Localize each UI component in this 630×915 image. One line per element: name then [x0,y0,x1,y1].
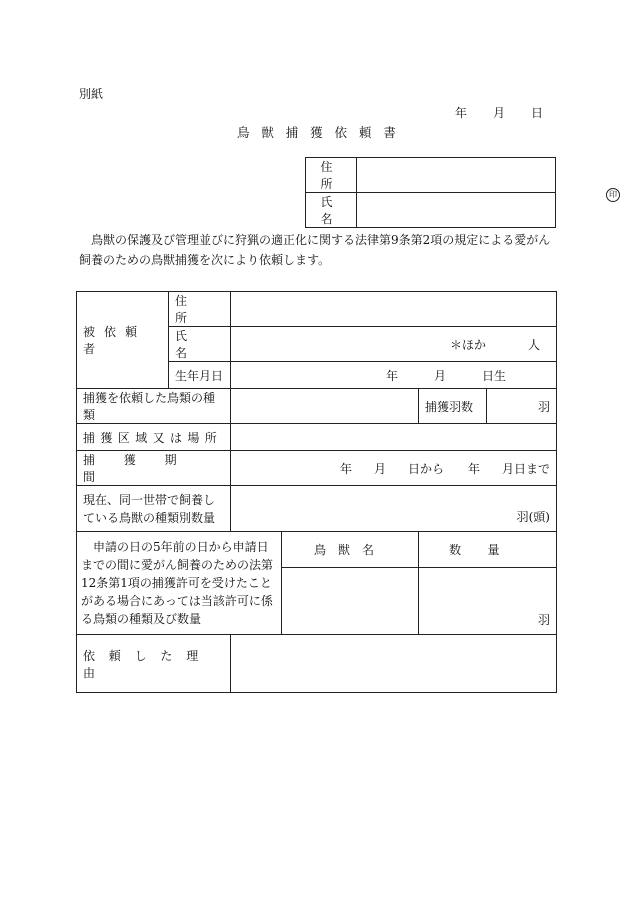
past-unit: 羽 [537,613,550,627]
requester-name-label: 氏名 [306,193,357,228]
count-field[interactable] [487,389,557,424]
birthdate-label: 生年月日 [169,362,231,389]
intro-paragraph: 鳥獣の保護及び管理並びに狩猟の適正化に関する法律第9条第2項の規定による愛がん飼養のための鳥獣捕獲を次により依頼します。 [79,233,551,267]
period-to-month: 月 [501,461,514,476]
count-label: 捕獲羽数 [419,389,487,424]
requestee-name-field[interactable] [231,327,557,362]
requester-address-label: 住所 [306,158,357,193]
past-quantity-field[interactable] [419,568,557,635]
requestee-address-label: 住所 [169,292,231,327]
species-label: 捕獲を依頼した鳥類の種類 [77,389,231,424]
period-from-year: 年 [339,461,352,476]
past-permit-label: 申請の日の5年前の日から申請日までの間に愛がん飼養のための法第12条第1項の捕獲許可を受けたことがある場合にあっては当該許可に係る鳥類の種類及び数量 [77,532,282,635]
period-from-month: 月 [373,461,386,476]
birth-month-unit: 月 [434,368,447,383]
species-field[interactable] [231,389,419,424]
name-person-unit: 人 [527,337,540,352]
bird-name-header: 鳥獣名 [282,532,419,568]
past-bird-name-field[interactable] [282,568,419,635]
quantity-header: 数量 [419,532,557,568]
reason-field[interactable] [231,635,557,693]
period-to-year: 年 [467,461,480,476]
reason-label: 依頼した理由 [77,635,231,693]
kept-unit: 羽(頭) [516,510,550,524]
kept-animals-label: 現在、同一世帯で飼養している鳥獣の種類別数量 [77,486,231,532]
name-other-text: ＊ほか [449,337,486,352]
seal-icon: 印 [606,188,620,202]
area-label: 捕獲区域又は場所 [77,424,231,451]
date-line [455,104,543,121]
count-unit: 羽 [537,399,550,414]
area-field[interactable] [231,424,557,451]
birth-year-unit: 年 [386,368,399,383]
attachment-label: 別紙 [79,87,104,101]
period-field[interactable] [231,451,557,486]
requester-address-field[interactable] [357,158,556,193]
kept-animals-field[interactable] [231,486,557,532]
birthdate-field[interactable] [231,362,557,389]
date-month: 月 [493,106,506,120]
requestee-label: 被依頼者 [77,292,169,389]
period-to-day: 日まで [513,461,550,476]
requester-name-field[interactable] [357,193,556,228]
request-form-table [76,291,557,693]
period-label: 捕獲期間 [77,451,231,486]
period-from-day: 日から [407,461,444,476]
requester-box [305,157,556,228]
page-title: 鳥獣捕獲依頼書 [237,125,408,140]
requestee-name-label: 氏名 [169,327,231,362]
birth-day-unit: 日生 [482,368,507,383]
date-day: 日 [531,106,544,120]
date-year: 年 [455,106,468,120]
requestee-address-field[interactable] [231,292,557,327]
